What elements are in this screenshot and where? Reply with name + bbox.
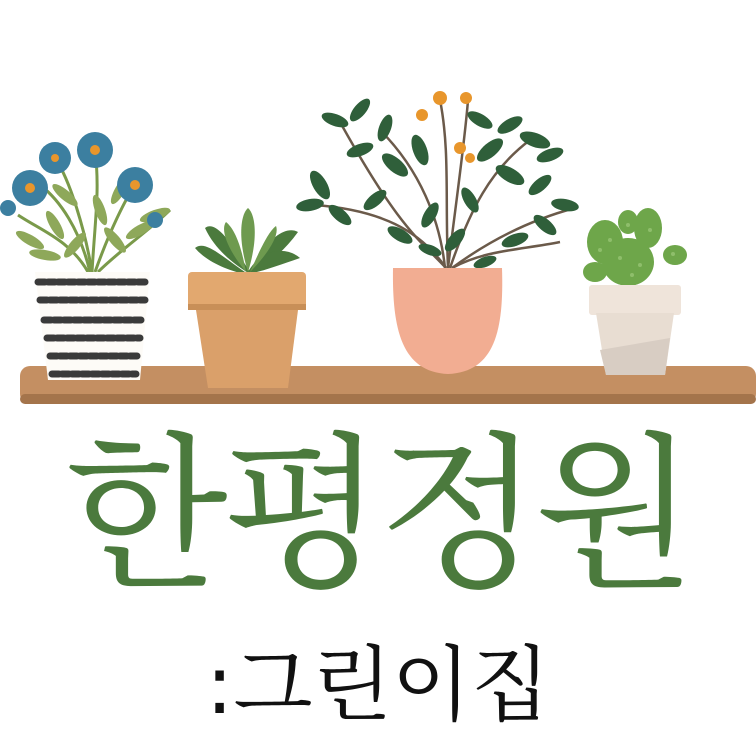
cactus: [583, 208, 687, 375]
page-title: 한평정원: [65, 417, 691, 613]
page-subtitle: :그린이집: [205, 638, 551, 733]
leafy-branch-plant: [295, 91, 580, 374]
blue-flower-plant: [0, 132, 172, 380]
succulent: [188, 208, 306, 388]
